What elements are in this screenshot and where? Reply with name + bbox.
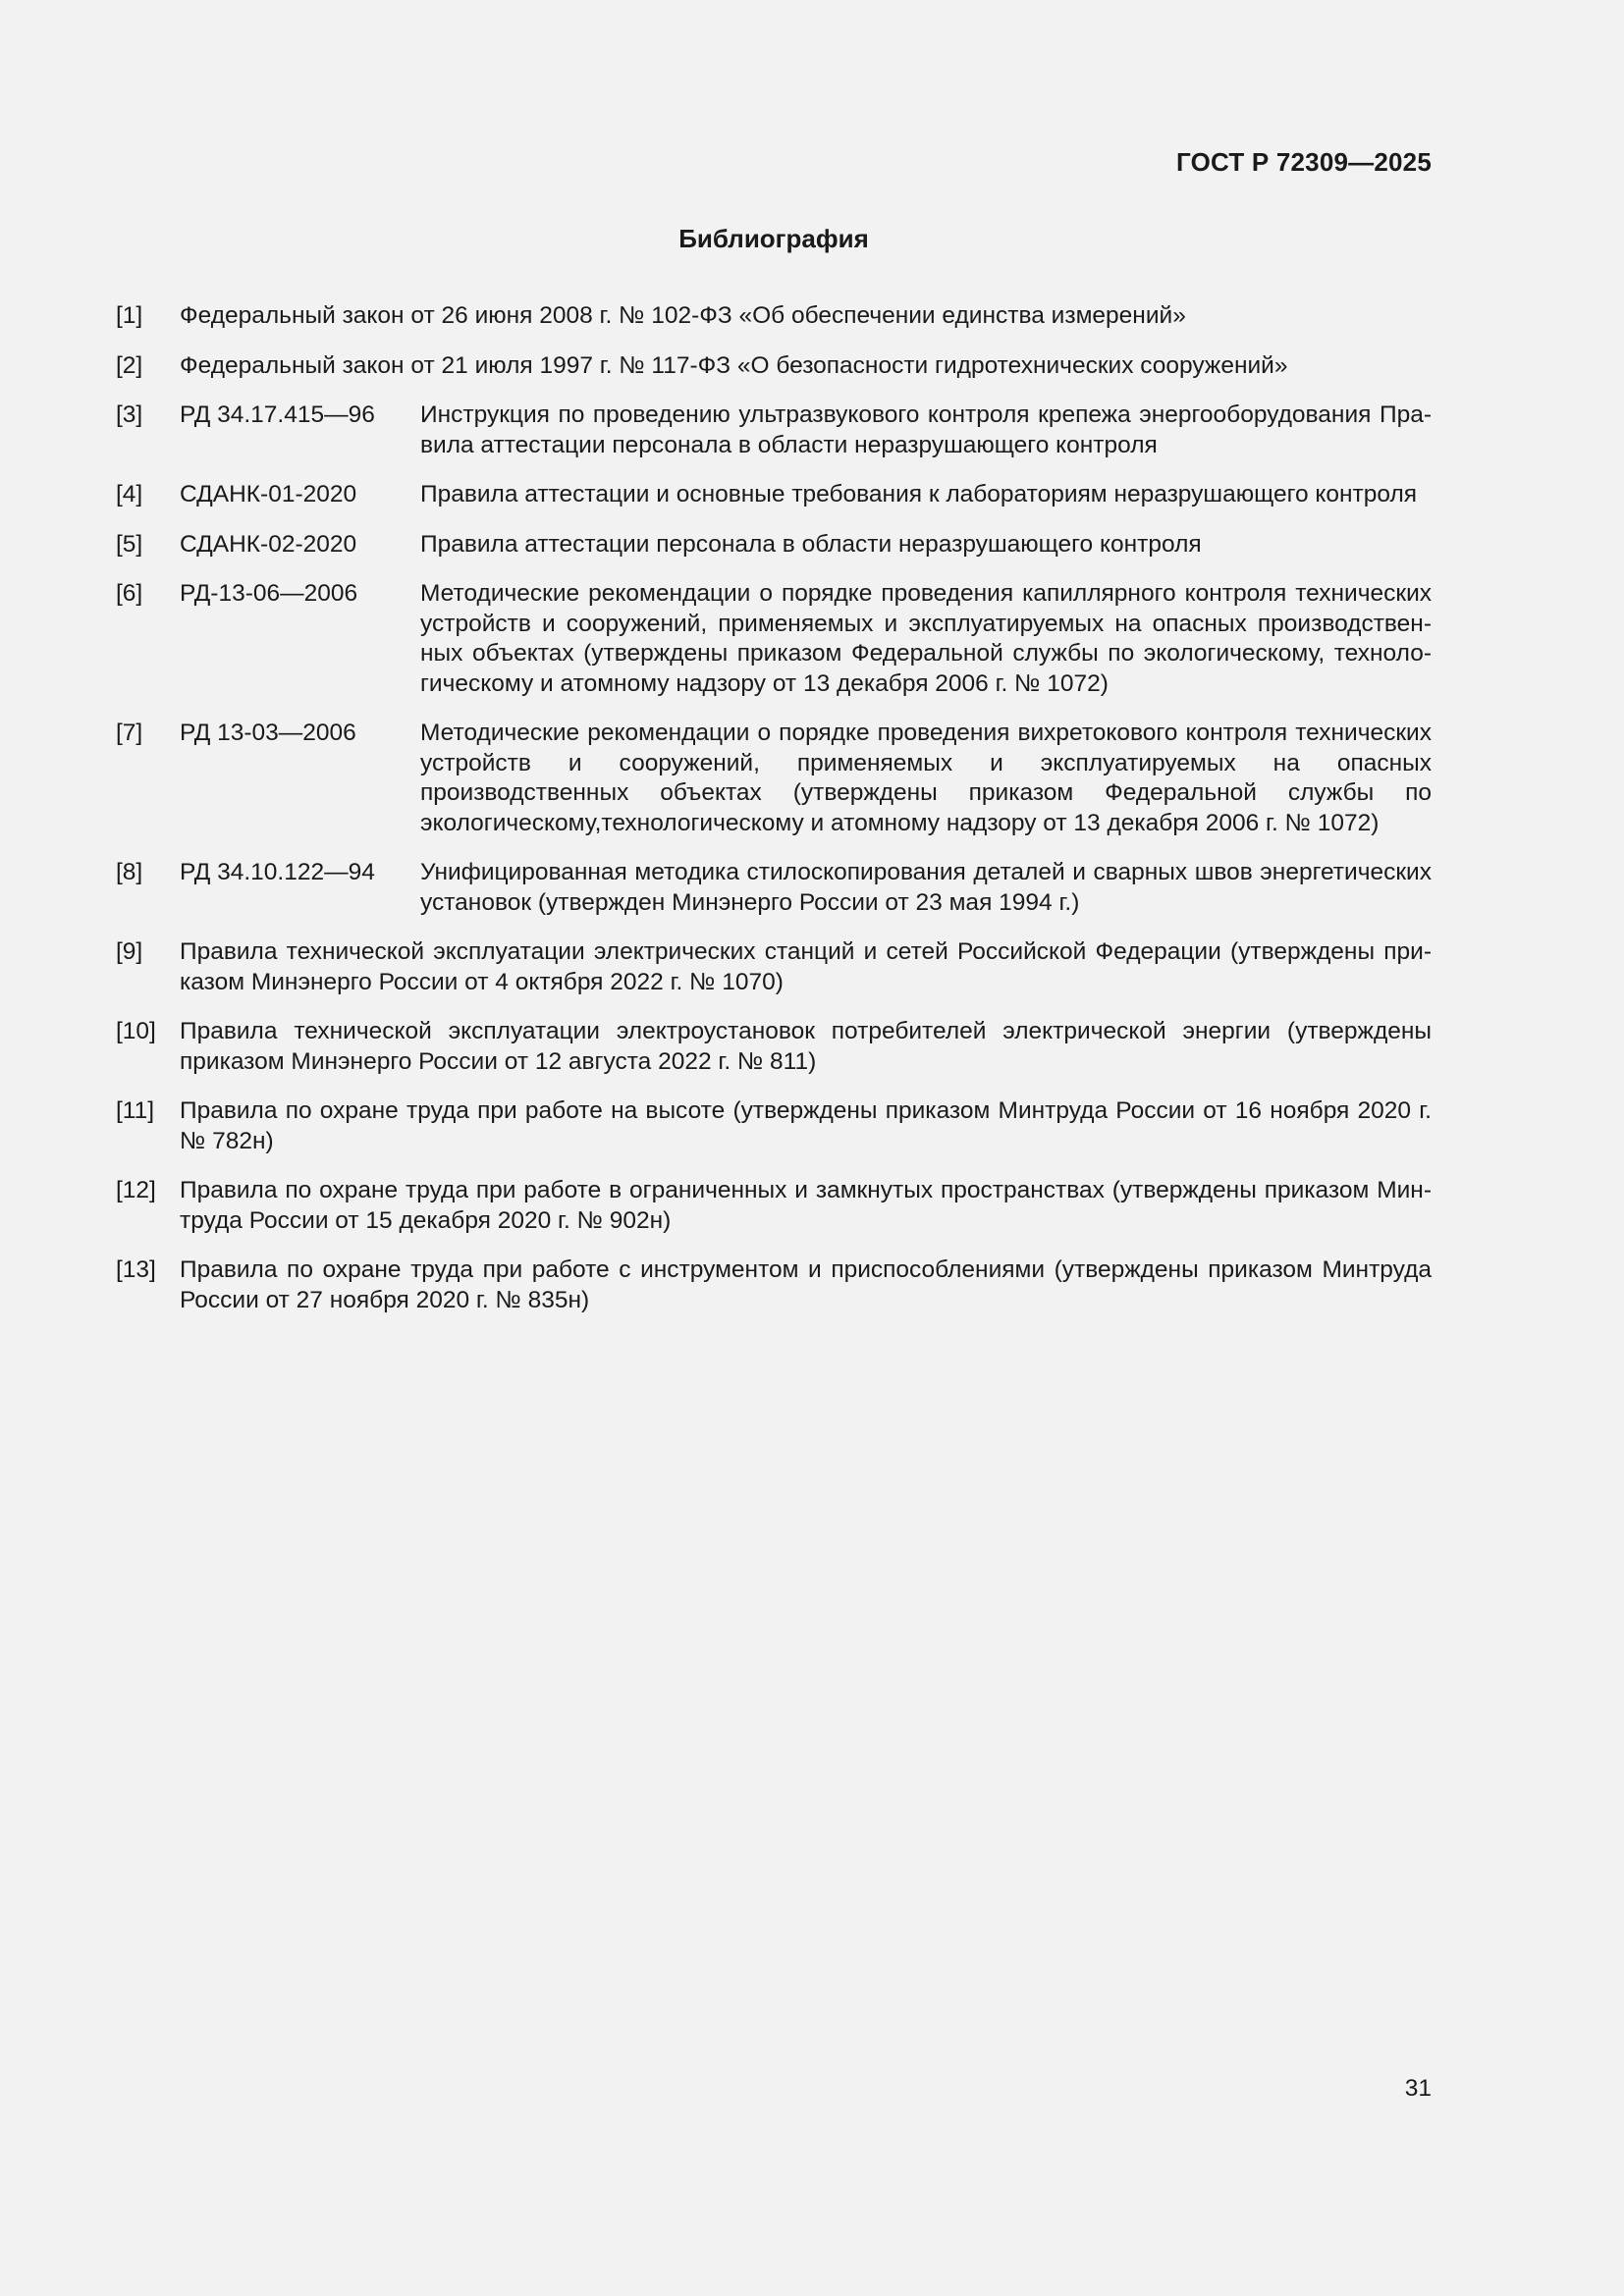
entry-code: РД 34.10.122—94 (180, 859, 375, 885)
page-number: 31 (1404, 2075, 1432, 2102)
entry-number: [9] (116, 938, 143, 965)
entry-number: [10] (116, 1018, 156, 1044)
entry-code: РД 34.17.415—96 (180, 401, 375, 428)
bibliography-entry-7 (116, 719, 1432, 838)
bibliography-entry-12 (116, 1176, 1432, 1236)
entry-text: Методические рекомендации о порядке проведения капиллярного контроля технических устройств и сооружений, применяемых и эксплуатируемых на опасных производственных объектах (утверждены приказом Федеральной службы по экологическому, технологическому и атомному надзору от 13 декабря 2006 г. № 1072) (420, 580, 1432, 697)
bibliography-entry-9 (116, 937, 1432, 997)
bibliography-entry-3 (116, 400, 1432, 460)
entry-text: Правила аттестации и основные требования к лабораториям неразрушающего контроля (420, 481, 1418, 507)
entry-text: Методические рекомендации о порядке проведения вихретокового контроля технических устройств и сооружений, применяемых и эксплуатируемых на опасных производственных объектах (утверждены приказом Федеральной службы по экологическому,технологическому и атомному надзору от 13 декабря 2006 г. № 1072) (420, 720, 1432, 836)
document-page (116, 0, 1432, 2296)
document-code-header: ГОСТ Р 72309—2025 (1176, 147, 1432, 177)
entry-number: [4] (116, 481, 143, 507)
entry-code: РД 13-03—2006 (180, 720, 356, 746)
entry-text: Правила по охране труда при работе в ограниченных и замкнутых пространствах (утверждены приказом Минтруда России от 15 декабря 2020 г. № 902н) (180, 1177, 1432, 1234)
bibliography-entry-13 (116, 1255, 1432, 1315)
bibliography-entry-11 (116, 1096, 1432, 1156)
bibliography-entry-8 (116, 858, 1432, 918)
entry-number: [3] (116, 401, 143, 428)
entry-text: Федеральный закон от 21 июля 1997 г. № 117-ФЗ «О безопасности гидротехнических сооружений» (180, 351, 1288, 379)
entry-number: [11] (116, 1097, 155, 1124)
bibliography-entry-10 (116, 1017, 1432, 1077)
entry-number: [1] (116, 302, 143, 329)
entry-text: Инструкция по проведению ультразвукового контроля крепежа энергооборудования Правила аттестации персонала в области неразрушающего контроля (420, 401, 1432, 458)
entry-number: [7] (116, 720, 143, 746)
bibliography-list (116, 301, 1432, 1335)
bibliography-entry-2 (116, 351, 1432, 382)
entry-text: Правила по охране труда при работе на высоте (утверждены приказом Минтруда России от 16 ноября 2020 г. № 782н) (180, 1097, 1432, 1154)
entry-number: [6] (116, 580, 143, 607)
entry-number: [13] (116, 1256, 156, 1283)
entry-number: [5] (116, 530, 143, 558)
entry-text: Правила аттестации персонала в области неразрушающего контроля (420, 530, 1202, 558)
entry-code: СДАНК-01-2020 (180, 481, 357, 507)
entry-text: Правила технической эксплуатации электроустановок потребителей электрической энергии (утверждены приказом Минэнерго России от 12 августа 2022 г. № 811) (180, 1018, 1432, 1075)
entry-text: Унифицированная методика стилоскопирования деталей и сварных швов энергетических установок (утвержден Минэнерго России от 23 мая 1994 г.) (420, 859, 1432, 916)
bibliography-entry-4 (116, 480, 1432, 510)
bibliography-entry-6 (116, 579, 1432, 699)
entry-code: РД-13-06—2006 (180, 580, 358, 607)
entry-number: [8] (116, 859, 143, 885)
entry-text: Федеральный закон от 26 июня 2008 г. № 102-ФЗ «Об обеспечении единства измерений» (180, 302, 1186, 329)
entry-text: Правила технической эксплуатации электрических станций и сетей Российской Федерации (утверждены приказом Минэнерго России от 4 октября 2022 г. № 1070) (180, 938, 1432, 995)
entry-code: СДАНК-02-2020 (180, 530, 357, 558)
entry-number: [2] (116, 351, 143, 379)
entry-text: Правила по охране труда при работе с инструментом и приспособлениями (утверждены приказом Минтруда России от 27 ноября 2020 г. № 835н) (180, 1256, 1432, 1313)
bibliography-entry-1 (116, 301, 1432, 332)
entry-number: [12] (116, 1177, 156, 1203)
bibliography-entry-5 (116, 530, 1432, 561)
bibliography-title: Библиография (678, 224, 869, 253)
